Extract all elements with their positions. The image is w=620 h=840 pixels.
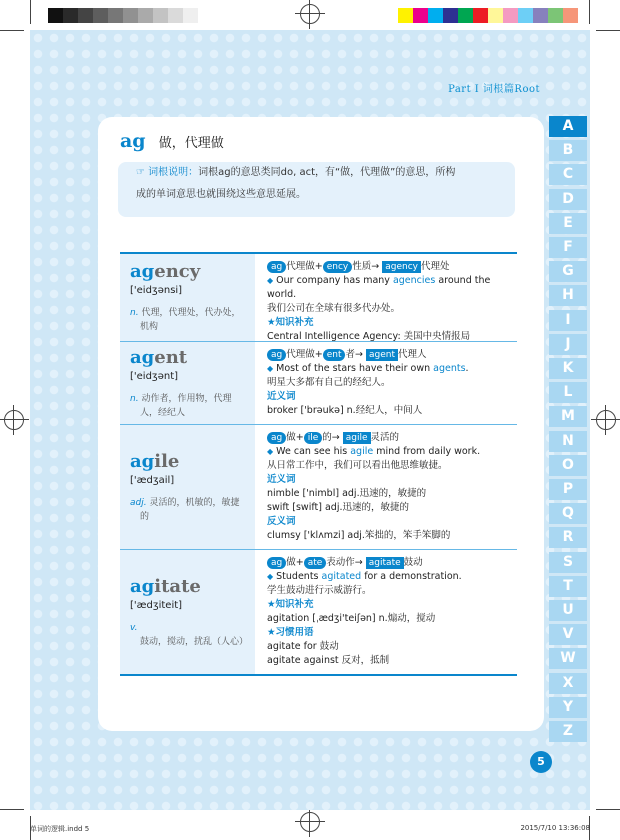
gray-swatch [93,8,108,23]
section-line: broker ['brəukə] n.经纪人，中间人 [267,405,423,416]
alphabet-tab-v[interactable]: V [549,624,587,645]
formula-root: ag [267,557,286,569]
registration-mark [300,4,320,24]
alphabet-tab-k[interactable]: K [549,358,587,379]
definition [130,306,247,334]
example-text: around the world. [267,275,491,300]
formula-result: agency [382,261,421,273]
example [267,362,511,376]
table-row [120,342,517,425]
table-row [120,254,517,342]
part-header: Part Ⅰ 词根篇Root [448,84,540,95]
formula-text: 性质→ [352,261,380,272]
alphabet-tab-o[interactable]: O [549,455,587,476]
alphabet-tab-q[interactable]: Q [549,503,587,524]
headword-root: ag [130,261,155,282]
example-text: We can see his [276,446,351,457]
formula-affix: ate [304,557,327,569]
gray-swatch [48,8,63,23]
headword-rest: ent [154,346,188,368]
table-row [120,550,517,676]
alphabet-tab-p[interactable]: P [549,479,587,500]
alphabet-tab-z[interactable]: Z [549,721,587,742]
alphabet-tab-y[interactable]: Y [549,697,587,718]
part-of-speech: adj. [130,497,147,508]
section-line: swift [swift] adj.迅速的，敏捷的 [267,502,409,513]
gray-swatch [78,8,93,23]
alphabet-tab-d[interactable]: D [549,189,587,210]
word-cell [120,425,255,549]
part-of-speech: n. [130,308,139,318]
phonetic: ['ædʒail] [130,474,175,486]
formula [267,260,511,274]
alphabet-tab-m[interactable]: M [549,406,587,427]
detail-cell [255,342,517,424]
example-text: Students [276,571,322,582]
gray-swatch [168,8,183,23]
alphabet-tab-i[interactable]: I [549,310,587,331]
formula-text: 的→ [322,432,340,443]
color-swatch [458,8,473,23]
gray-swatch [183,8,198,23]
section-line: nimble ['nimbl] adj.迅速的，敏捷的 [267,488,427,499]
formula-text: 代理做+ [286,261,323,272]
translation: 学生鼓动进行示威游行。 [267,585,372,596]
headword [130,451,247,473]
formula-root: ag [267,432,286,444]
headword [130,347,247,369]
section-heading: 近义词 [267,391,296,402]
headword [130,261,247,283]
page-number: 5 [530,751,552,773]
note-text: 词根ag的意思类同do, act，有“做，代理做”的意思，所构 [198,167,456,178]
alphabet-tab-j[interactable]: J [549,334,587,355]
word-cell [120,550,255,674]
section-line: agitate against 反对，抵制 [267,655,390,666]
color-swatch [473,8,488,23]
example-text: for a demonstration. [361,571,462,582]
headword-root: ag [130,450,155,472]
headword-rest: ency [154,261,201,282]
translation: 从日常工作中，我们可以看出他思维敏捷。 [267,460,448,471]
headword-rest: ile [154,450,180,472]
gray-swatch [63,8,78,23]
section-heading: ★习惯用语 [267,627,314,638]
definition [130,496,247,524]
alphabet-tab-u[interactable]: U [549,600,587,621]
crop-mark [0,809,24,810]
definition-text: 鼓动，搅动，扰乱（人心） [140,636,249,647]
root-note [118,162,515,217]
section-line: Central Intelligence Agency: 美国中央情报局 [267,331,471,342]
footer-file: 单词的逻辑.indd 5 [30,825,90,833]
example [267,570,511,584]
example-highlight: agile [350,446,374,457]
section-heading: ★知识补充 [267,317,314,328]
formula-text: 表动作→ [326,557,363,568]
example-text: Our company has many [276,275,393,286]
color-swatch [398,8,413,23]
crop-mark [0,30,24,31]
phonetic: ['eidʒənt] [130,370,179,382]
formula [267,431,511,445]
part-of-speech: v. [130,622,138,633]
alphabet-tab-t[interactable]: T [549,576,587,597]
gray-swatch [108,8,123,23]
formula-text: 者→ [345,349,363,360]
translation: 我们公司在全球有很多代办处。 [267,303,401,314]
headword [130,576,247,598]
alphabet-tab-l[interactable]: L [549,382,587,403]
color-swatch [443,8,458,23]
formula-root: ag [267,261,286,273]
color-swatch [548,8,563,23]
color-swatch [503,8,518,23]
formula-text: 做+ [286,432,304,443]
formula-text: 鼓动 [403,557,423,568]
definition-text: 动作者，作用物，代理人，经纪人 [140,393,232,418]
diamond-bullet-icon: ◆ [267,276,274,285]
formula-text: 代理人 [397,349,427,360]
example-highlight: agencies [392,275,436,286]
example-text: . [465,363,469,374]
section-line: agitation [ˌædʒi'teiʃən] n.煽动，搅动 [267,613,436,624]
gray-swatch [138,8,153,23]
definition [130,621,247,649]
word-table [120,252,517,676]
formula-root: ag [267,349,286,361]
example-text: mind from daily work. [373,446,481,457]
section-line: agitate for 鼓动 [267,641,339,652]
gray-swatch [153,8,168,23]
color-swatch [533,8,548,23]
crop-mark [596,809,620,810]
alphabet-tab-r[interactable]: R [549,527,587,548]
formula [267,556,511,570]
color-swatch [488,8,503,23]
example [267,274,511,302]
alphabet-tab-x[interactable]: X [549,673,587,694]
phonetic: ['eidʒənsi] [130,285,183,296]
alphabet-tab-w[interactable]: W [549,648,587,669]
footer-timestamp: 2015/7/10 13:36:08 [520,824,590,832]
registration-mark [300,812,320,832]
section-heading: 近义词 [267,474,296,485]
word-cell [120,254,255,341]
formula-text: 灵活的 [370,432,400,443]
headword-root: ag [130,575,155,597]
formula-result: agent [366,349,398,361]
example-highlight: agitated [321,571,362,582]
root-name: ag [120,130,146,152]
word-cell [120,342,255,424]
diamond-bullet-icon: ◆ [267,572,274,581]
note-text-continued: 成的单词意思也就围绕这些意思延展。 [136,189,306,200]
diamond-bullet-icon: ◆ [267,364,274,373]
formula-affix: ile [304,432,323,444]
formula-text: 代理做+ [286,349,323,360]
definition-text: 代理，代理处，代办处，机构 [140,308,241,332]
alphabet-tab-a[interactable]: A [549,116,587,137]
color-swatch [413,8,428,23]
alphabet-tab-s[interactable]: S [549,552,587,573]
part-of-speech: n. [130,393,139,404]
translation: 明星大多都有自己的经纪人。 [267,377,391,388]
detail-cell [255,425,517,549]
example-text: Most of the stars have their own [276,363,434,374]
root-title [120,130,224,152]
definition [130,392,247,420]
color-swatch [428,8,443,23]
table-row [120,425,517,550]
headword-rest: itate [154,575,201,597]
example [267,445,511,459]
formula-affix: ency [323,261,353,273]
gray-swatch [123,8,138,23]
registration-mark [596,410,616,430]
crop-mark [596,30,620,31]
alphabet-tab-c[interactable]: C [549,164,587,185]
diamond-bullet-icon: ◆ [267,447,274,456]
color-swatch [518,8,533,23]
phonetic: ['ædʒiteit] [130,599,183,611]
note-label: ☞ 词根说明： [136,167,199,178]
detail-cell [255,550,517,674]
detail-cell [255,254,517,341]
example-highlight: agents [433,363,466,374]
crop-mark [589,0,590,24]
alphabet-tab-e[interactable]: E [549,213,587,234]
alphabet-tab-n[interactable]: N [549,431,587,452]
formula [267,348,511,362]
registration-mark [4,410,24,430]
formula-result: agitate [366,557,404,569]
formula-text: 做+ [286,557,304,568]
definition-text: 灵活的，机敏的，敏捷的 [140,497,240,522]
crop-mark [30,0,31,24]
section-line: clumsy ['klʌmzi] adj.笨拙的，笨手笨脚的 [267,530,451,541]
alphabet-tab-f[interactable]: F [549,237,587,258]
formula-text: 代理处 [420,261,450,272]
alphabet-tab-b[interactable]: B [549,140,587,161]
root-meaning: 做，代理做 [158,136,224,151]
section-heading: ★知识补充 [267,599,314,610]
alphabet-tab-h[interactable]: H [549,285,587,306]
formula-result: agile [343,432,371,444]
section-heading: 反义词 [267,516,296,527]
color-swatch [563,8,578,23]
formula-affix: ent [323,349,346,361]
headword-root: ag [130,346,155,368]
alphabet-tab-g[interactable]: G [549,261,587,282]
